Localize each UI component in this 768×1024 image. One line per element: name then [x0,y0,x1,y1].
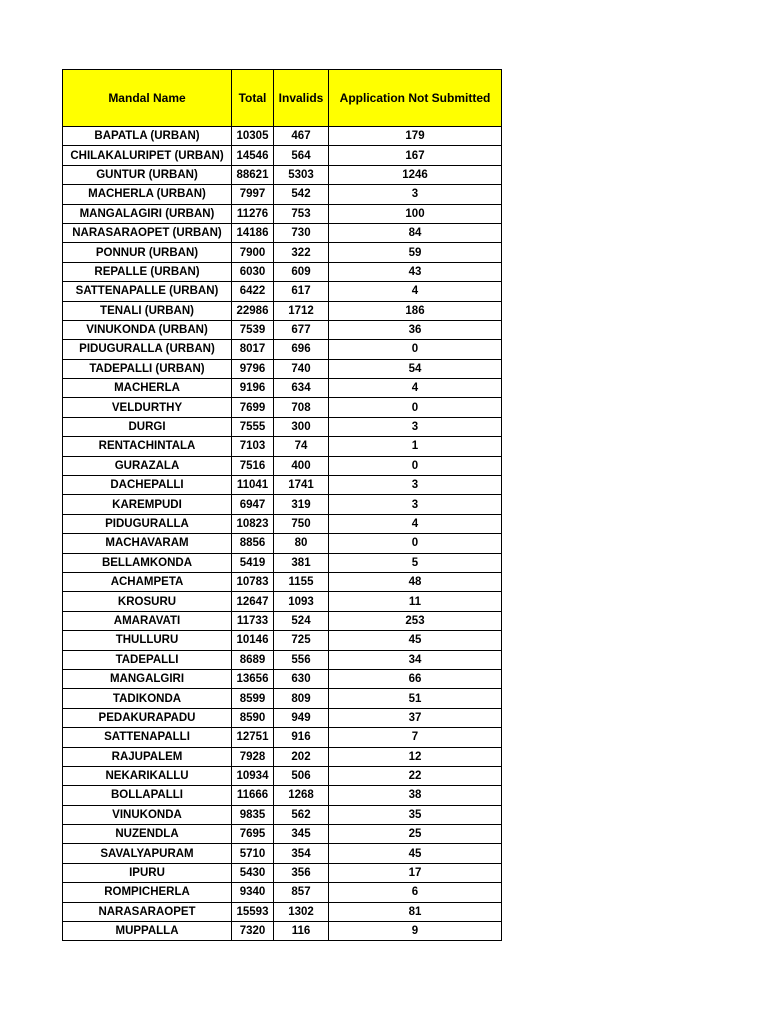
cell-total: 11666 [232,786,274,805]
table-row [63,146,502,165]
cell-invalids: 1093 [274,592,329,611]
cell-application-not-submitted: 4 [329,282,502,301]
cell-total: 9340 [232,883,274,902]
cell-mandal-name: GURAZALA [63,456,232,475]
cell-invalids: 74 [274,437,329,456]
cell-application-not-submitted: 84 [329,223,502,242]
cell-total: 88621 [232,165,274,184]
cell-mandal-name: MACHERLA (URBAN) [63,185,232,204]
cell-application-not-submitted: 1246 [329,165,502,184]
table-row [63,495,502,514]
cell-application-not-submitted: 6 [329,883,502,902]
table-row [63,262,502,281]
cell-mandal-name: VINUKONDA (URBAN) [63,320,232,339]
cell-application-not-submitted: 11 [329,592,502,611]
cell-total: 8689 [232,650,274,669]
cell-invalids: 202 [274,747,329,766]
cell-mandal-name: VINUKONDA [63,805,232,824]
cell-application-not-submitted: 45 [329,631,502,650]
cell-application-not-submitted: 17 [329,863,502,882]
table-row [63,844,502,863]
cell-total: 7516 [232,456,274,475]
cell-invalids: 708 [274,398,329,417]
cell-mandal-name: PONNUR (URBAN) [63,243,232,262]
table-row [63,223,502,242]
cell-invalids: 506 [274,766,329,785]
cell-total: 10934 [232,766,274,785]
cell-application-not-submitted: 54 [329,359,502,378]
cell-invalids: 322 [274,243,329,262]
cell-application-not-submitted: 22 [329,766,502,785]
cell-mandal-name: MACHAVARAM [63,534,232,553]
table-row [63,708,502,727]
table-row [63,379,502,398]
table-row [63,863,502,882]
table-row [63,514,502,533]
cell-application-not-submitted: 51 [329,689,502,708]
cell-mandal-name: REPALLE (URBAN) [63,262,232,281]
cell-invalids: 696 [274,340,329,359]
cell-invalids: 5303 [274,165,329,184]
cell-mandal-name: BOLLAPALLI [63,786,232,805]
cell-total: 12647 [232,592,274,611]
table-row [63,902,502,921]
table-row [63,320,502,339]
table-row [63,165,502,184]
cell-mandal-name: NARASARAOPET (URBAN) [63,223,232,242]
cell-total: 10305 [232,127,274,146]
header-mandal-name: Mandal Name [63,70,232,127]
cell-application-not-submitted: 1 [329,437,502,456]
cell-invalids: 609 [274,262,329,281]
table-row [63,243,502,262]
cell-mandal-name: ACHAMPETA [63,572,232,591]
cell-mandal-name: KROSURU [63,592,232,611]
cell-total: 7900 [232,243,274,262]
table-row [63,883,502,902]
table-row [63,572,502,591]
cell-application-not-submitted: 35 [329,805,502,824]
table-row [63,611,502,630]
cell-total: 7539 [232,320,274,339]
mandal-table [62,69,502,941]
cell-invalids: 80 [274,534,329,553]
table-row [63,689,502,708]
cell-invalids: 400 [274,456,329,475]
table-row [63,534,502,553]
table-row [63,805,502,824]
header-row [63,70,502,127]
table-row [63,592,502,611]
cell-mandal-name: SATTENAPALLI [63,728,232,747]
cell-application-not-submitted: 167 [329,146,502,165]
cell-total: 9196 [232,379,274,398]
cell-invalids: 562 [274,805,329,824]
cell-total: 22986 [232,301,274,320]
cell-total: 7928 [232,747,274,766]
table-row [63,728,502,747]
cell-total: 7320 [232,922,274,941]
cell-invalids: 542 [274,185,329,204]
cell-application-not-submitted: 3 [329,495,502,514]
cell-total: 6030 [232,262,274,281]
cell-application-not-submitted: 9 [329,922,502,941]
cell-mandal-name: AMARAVATI [63,611,232,630]
cell-application-not-submitted: 36 [329,320,502,339]
cell-total: 9835 [232,805,274,824]
cell-total: 13656 [232,669,274,688]
cell-total: 6947 [232,495,274,514]
cell-total: 5710 [232,844,274,863]
cell-application-not-submitted: 186 [329,301,502,320]
cell-total: 11041 [232,476,274,495]
table-row [63,922,502,941]
cell-total: 8856 [232,534,274,553]
cell-mandal-name: RAJUPALEM [63,747,232,766]
cell-invalids: 556 [274,650,329,669]
table-row [63,185,502,204]
cell-mandal-name: NEKARIKALLU [63,766,232,785]
cell-invalids: 1741 [274,476,329,495]
cell-mandal-name: RENTACHINTALA [63,437,232,456]
cell-application-not-submitted: 4 [329,379,502,398]
cell-application-not-submitted: 0 [329,398,502,417]
cell-invalids: 753 [274,204,329,223]
cell-application-not-submitted: 0 [329,340,502,359]
cell-invalids: 725 [274,631,329,650]
cell-invalids: 740 [274,359,329,378]
cell-mandal-name: IPURU [63,863,232,882]
cell-application-not-submitted: 0 [329,456,502,475]
cell-invalids: 345 [274,825,329,844]
table-row [63,747,502,766]
table-row [63,825,502,844]
cell-invalids: 949 [274,708,329,727]
cell-total: 5430 [232,863,274,882]
cell-mandal-name: GUNTUR (URBAN) [63,165,232,184]
cell-application-not-submitted: 48 [329,572,502,591]
table-row [63,437,502,456]
cell-application-not-submitted: 25 [329,825,502,844]
cell-mandal-name: PIDUGURALLA [63,514,232,533]
cell-invalids: 630 [274,669,329,688]
table-row [63,359,502,378]
cell-total: 7103 [232,437,274,456]
cell-mandal-name: NUZENDLA [63,825,232,844]
cell-mandal-name: VELDURTHY [63,398,232,417]
cell-application-not-submitted: 3 [329,476,502,495]
cell-invalids: 319 [274,495,329,514]
table-row [63,301,502,320]
cell-application-not-submitted: 100 [329,204,502,223]
cell-mandal-name: BELLAMKONDA [63,553,232,572]
cell-total: 7997 [232,185,274,204]
cell-application-not-submitted: 4 [329,514,502,533]
cell-invalids: 730 [274,223,329,242]
cell-mandal-name: MANGALAGIRI (URBAN) [63,204,232,223]
table-row [63,340,502,359]
table-row [63,650,502,669]
cell-total: 11276 [232,204,274,223]
cell-application-not-submitted: 12 [329,747,502,766]
cell-invalids: 857 [274,883,329,902]
cell-invalids: 467 [274,127,329,146]
cell-invalids: 1302 [274,902,329,921]
table-row [63,766,502,785]
cell-total: 8590 [232,708,274,727]
header-invalids: Invalids [274,70,329,127]
table-row [63,282,502,301]
cell-invalids: 1155 [274,572,329,591]
cell-application-not-submitted: 3 [329,185,502,204]
cell-invalids: 1712 [274,301,329,320]
cell-mandal-name: DACHEPALLI [63,476,232,495]
cell-invalids: 634 [274,379,329,398]
cell-invalids: 750 [274,514,329,533]
cell-mandal-name: PEDAKURAPADU [63,708,232,727]
cell-mandal-name: DURGI [63,417,232,436]
cell-application-not-submitted: 43 [329,262,502,281]
header-total: Total [232,70,274,127]
table-row [63,127,502,146]
cell-application-not-submitted: 179 [329,127,502,146]
table-row [63,786,502,805]
table-row [63,476,502,495]
cell-mandal-name: MANGALGIRI [63,669,232,688]
cell-mandal-name: TADIKONDA [63,689,232,708]
cell-mandal-name: ROMPICHERLA [63,883,232,902]
cell-total: 10146 [232,631,274,650]
table-row [63,417,502,436]
cell-total: 11733 [232,611,274,630]
cell-invalids: 916 [274,728,329,747]
cell-total: 8017 [232,340,274,359]
cell-mandal-name: MACHERLA [63,379,232,398]
cell-application-not-submitted: 45 [329,844,502,863]
cell-total: 14186 [232,223,274,242]
cell-application-not-submitted: 81 [329,902,502,921]
cell-application-not-submitted: 59 [329,243,502,262]
cell-invalids: 809 [274,689,329,708]
cell-invalids: 354 [274,844,329,863]
cell-mandal-name: SATTENAPALLE (URBAN) [63,282,232,301]
cell-total: 7555 [232,417,274,436]
cell-total: 7699 [232,398,274,417]
table-body [63,127,502,941]
table-header [63,70,502,127]
table-row [63,631,502,650]
table-row [63,398,502,417]
cell-total: 8599 [232,689,274,708]
cell-total: 5419 [232,553,274,572]
cell-application-not-submitted: 253 [329,611,502,630]
cell-total: 12751 [232,728,274,747]
cell-application-not-submitted: 7 [329,728,502,747]
table-row [63,553,502,572]
cell-mandal-name: SAVALYAPURAM [63,844,232,863]
cell-invalids: 300 [274,417,329,436]
cell-mandal-name: PIDUGURALLA (URBAN) [63,340,232,359]
cell-invalids: 356 [274,863,329,882]
cell-mandal-name: NARASARAOPET [63,902,232,921]
cell-invalids: 564 [274,146,329,165]
cell-total: 10783 [232,572,274,591]
cell-mandal-name: BAPATLA (URBAN) [63,127,232,146]
cell-total: 9796 [232,359,274,378]
cell-application-not-submitted: 5 [329,553,502,572]
cell-application-not-submitted: 37 [329,708,502,727]
cell-application-not-submitted: 38 [329,786,502,805]
cell-mandal-name: CHILAKALURIPET (URBAN) [63,146,232,165]
cell-application-not-submitted: 0 [329,534,502,553]
table-row [63,669,502,688]
cell-invalids: 116 [274,922,329,941]
spreadsheet [62,69,502,941]
cell-invalids: 617 [274,282,329,301]
cell-invalids: 677 [274,320,329,339]
cell-mandal-name: TADEPALLI (URBAN) [63,359,232,378]
cell-mandal-name: TENALI (URBAN) [63,301,232,320]
cell-invalids: 1268 [274,786,329,805]
header-application-not-submitted: Application Not Submitted [329,70,502,127]
cell-mandal-name: THULLURU [63,631,232,650]
cell-total: 6422 [232,282,274,301]
cell-mandal-name: MUPPALLA [63,922,232,941]
table-row [63,456,502,475]
cell-invalids: 381 [274,553,329,572]
cell-invalids: 524 [274,611,329,630]
cell-total: 10823 [232,514,274,533]
cell-application-not-submitted: 34 [329,650,502,669]
cell-total: 15593 [232,902,274,921]
cell-mandal-name: KAREMPUDI [63,495,232,514]
table-row [63,204,502,223]
cell-application-not-submitted: 66 [329,669,502,688]
cell-total: 7695 [232,825,274,844]
cell-total: 14546 [232,146,274,165]
cell-mandal-name: TADEPALLI [63,650,232,669]
cell-application-not-submitted: 3 [329,417,502,436]
